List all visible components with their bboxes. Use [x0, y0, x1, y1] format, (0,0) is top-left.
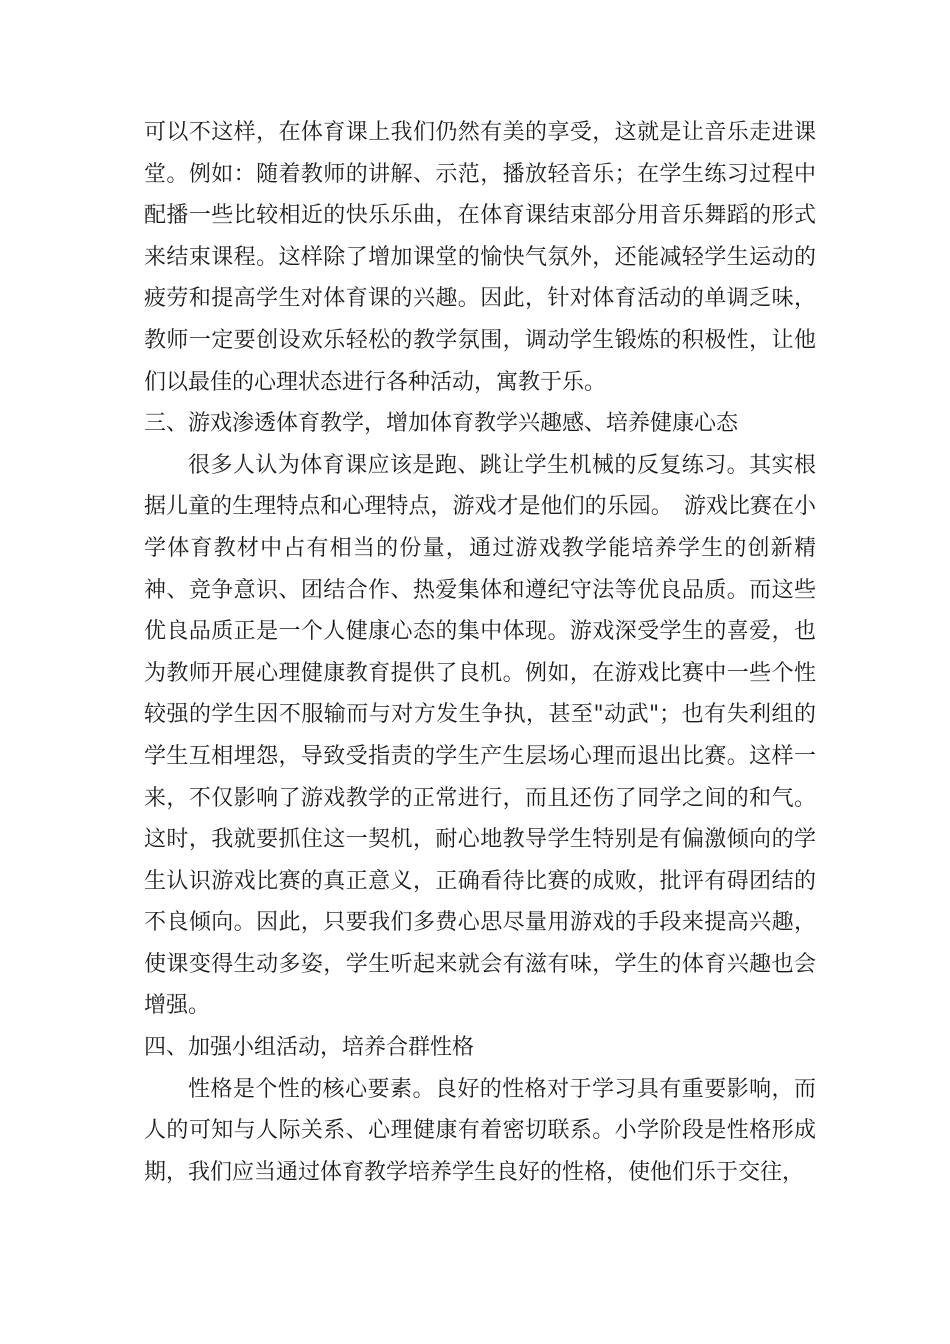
paragraph-games-teaching: 很多人认为体育课应该是跑、跳让学生机械的反复练习。其实根据儿童的生理特点和心理特点，游戏才是他们的乐园。 游戏比赛在小学体育教材中占有相当的份量，通过游戏教学能培养学生的创新精神、竞争意识、团结合作、热爱集体和遵纪守法等优良品质。而这些优良品质正是一个人健康心态的集中体现。游戏深受学生的喜爱，也为教师开展心理健康教育提供了良机。例如，在游戏比赛中一些个性较强的学生因不服输而与对方发生争执，甚至"动武"；也有失利组的学生互相埋怨，导致受指责的学生产生层场心理而退出比赛。这样一来，不仅影响了游戏教学的正常进行，而且还伤了同学之间的和气。这时，我就要抓住这一契机，耐心地教导学生特别是有偏激倾向的学生认识游戏比赛的真正意义，正确看待比赛的成败，批评有碍团结的不良倾向。因此，只要我们多费心思尽量用游戏的手段来提高兴趣，使课变得生动多姿，学生听起来就会有滋有味，学生的体育兴趣也会增强。: [144, 452, 816, 1019]
document-body: [144, 112, 816, 1193]
section-heading-games: 三、游戏渗透体育教学，增加体育教学兴趣感、培养健康心态: [144, 411, 739, 437]
paragraph-personality: 性格是个性的核心要素。良好的性格对于学习具有重要影响，而人的可知与人际关系、心理健康有着密切联系。小学阶段是性格形成期，我们应当通过体育教学培养学生良好的性格，使他们乐于交往，: [144, 1076, 816, 1185]
paragraph-music-in-class: 可以不这样，在体育课上我们仍然有美的享受，这就是让音乐走进课堂。例如：随着教师的讲解、示范，播放轻音乐；在学生练习过程中配播一些比较相近的快乐乐曲，在体育课结束部分用音乐舞蹈的形式来结束课程。这样除了增加课堂的愉快气氛外，还能减轻学生运动的疲劳和提高学生对体育课的兴趣。因此，针对体育活动的单调乏味，教师一定要创设欢乐轻松的教学氛围，调动学生锻炼的积极性，让他们以最佳的心理状态进行各种活动，寓教于乐。: [144, 120, 816, 395]
section-heading-group-activities: 四、加强小组活动，培养合群性格: [144, 1035, 475, 1061]
